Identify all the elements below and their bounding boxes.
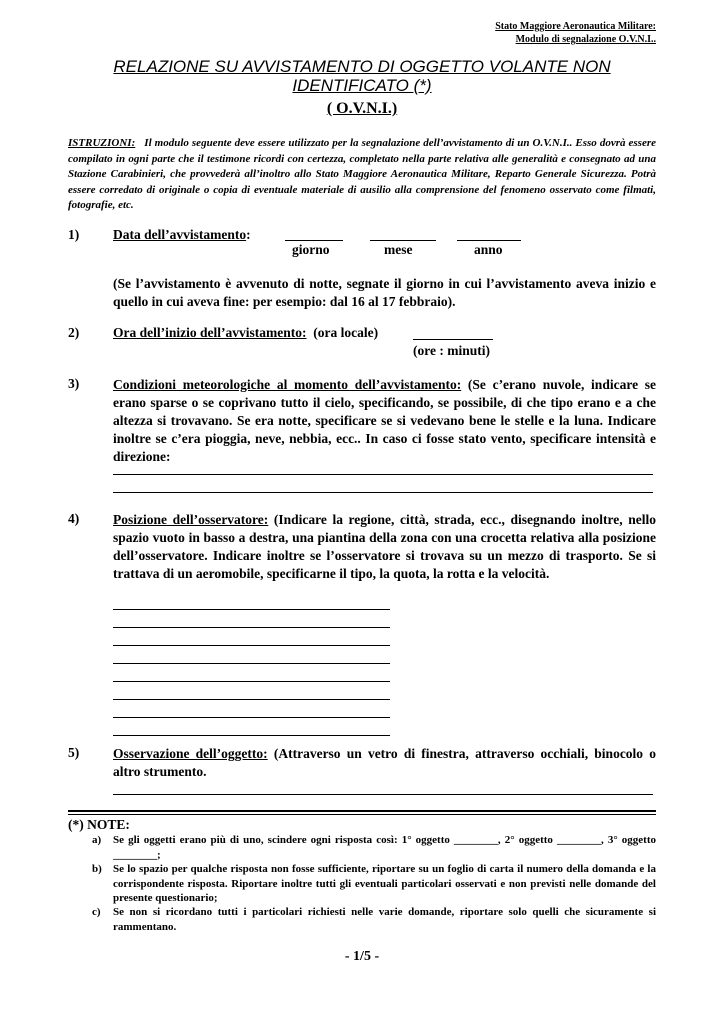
- q1-note: (Se l’avvistamento è avvenuto di notte, segnate il giorno in cui l’avvistamento aveva inizio e quello in cui aveva fine: per esempio: dal 16 al 17 febbraio).: [113, 276, 656, 309]
- instructions-text: Il modulo seguente deve essere utilizzato per la segnalazione dell’avvistamento di un O.V.N.I.. Esso dovrà essere compilato in ogni parte che il testimone ricordi con certezza, completato nella parte relativa alle generalità e consegnato ad una Stazione Carabinieri, che provvederà all’inoltro allo Stato Maggiore Aeronautica Militare, Reparto Generale Sicurezza. Potrà essere corredato di originale o copia di eventuale materiale di ausilio alla comprensione del fenomeno osservato come filmati, fotografie, etc.: [68, 137, 656, 212]
- note-text: Se gli oggetti erano più di uno, scindere ogni risposta così: 1° oggetto ________, 2° oggetto ________, 3° oggetto ________;: [113, 834, 656, 861]
- q4-body: [113, 511, 656, 583]
- q4-answer-line-3[interactable]: [113, 645, 390, 646]
- q5-answer-line-1[interactable]: [113, 794, 653, 795]
- q4-answer-line-1[interactable]: [113, 609, 390, 610]
- q1-year-label: anno: [474, 242, 503, 257]
- q4-answer-line-7[interactable]: [113, 717, 390, 718]
- q5-body: [113, 745, 656, 781]
- notes-separator-thin: [68, 814, 656, 815]
- q1-colon: :: [246, 227, 251, 242]
- q1-year-field[interactable]: [457, 240, 521, 241]
- q2-time-field[interactable]: [413, 339, 493, 340]
- header-line-2: Modulo di segnalazione O.V.N.I..: [515, 34, 656, 45]
- q4-answer-line-2[interactable]: [113, 627, 390, 628]
- q1-month-label: mese: [384, 242, 413, 257]
- notes-separator-thick: [68, 810, 656, 812]
- page-number: - 1/5 -: [344, 949, 380, 964]
- q4-label: Posizione dell’osservatore:: [113, 512, 269, 527]
- q5-text: (Attraverso un vetro di finestra, attraverso occhiali, binocolo o altro strumento.: [113, 746, 656, 779]
- q3-answer-line-1[interactable]: [113, 474, 653, 475]
- q1-label-wrap: [113, 227, 251, 243]
- note-letter: b): [92, 863, 102, 875]
- q2-qualifier: (ora locale): [313, 325, 379, 340]
- instructions: [68, 136, 656, 214]
- q2-number: 2): [68, 325, 80, 340]
- q3-label: Condizioni meteorologiche al momento dell’avvistamento:: [113, 377, 462, 392]
- notes-heading: (*) NOTE:: [68, 817, 130, 832]
- document-header: [495, 20, 656, 46]
- document-subtitle: ( O.V.N.I.): [326, 100, 398, 117]
- q4-text: (Indicare la regione, città, strada, ecc., disegnando inoltre, nello spazio vuoto in basso a destra, una piantina della zona con una crocetta relativa alla posizione dell’osservatore. Indicare inoltre se l’osservatore si trovava su un mezzo di trasporto. Se si trattava di un aeromobile, specificarne il tipo, la quota, la rotta e la velocità.: [113, 512, 657, 581]
- q4-answer-line-4[interactable]: [113, 663, 390, 664]
- q1-month-field[interactable]: [370, 240, 436, 241]
- q4-answer-line-6[interactable]: [113, 699, 390, 700]
- note-text: Se non si ricordano tutti i particolari richiesti nelle varie domande, riportare solo quelli che sicuramente si rammentano.: [113, 906, 656, 933]
- note-letter: a): [92, 834, 102, 846]
- q2-label: Ora dell’inizio dell’avvistamento:: [113, 325, 307, 340]
- note-text: Se lo spazio per qualche risposta non fosse sufficiente, riportare su un foglio di carta il numero della domanda e la corrispondente risposta. Riportare inoltre tutti gli eventuali particolari osservati e non previsti nelle domande del presente questionario;: [113, 863, 656, 904]
- q4-answer-line-5[interactable]: [113, 681, 390, 682]
- q1-label: Data dell’avvistamento: [113, 227, 247, 242]
- document-title: RELAZIONE SU AVVISTAMENTO DI OGGETTO VOLANTE NON IDENTIFICATO (*): [113, 57, 611, 95]
- q1-day-label: giorno: [292, 242, 330, 257]
- q3-answer-line-2[interactable]: [113, 492, 653, 493]
- q1-number: 1): [68, 227, 80, 242]
- q3-body: [113, 376, 656, 466]
- q2-unit: (ore : minuti): [413, 343, 490, 358]
- q2-label-wrap: [113, 325, 378, 341]
- instructions-label: ISTRUZIONI:: [68, 137, 136, 149]
- q5-label: Osservazione dell’oggetto:: [113, 746, 268, 761]
- q4-answer-line-8[interactable]: [113, 735, 390, 736]
- q1-day-field[interactable]: [285, 240, 343, 241]
- q3-number: 3): [68, 376, 80, 391]
- q3-text: (Se c’erano nuvole, indicare se erano sparse o se coprivano tutto il cielo, specificando, se possibile, di che tipo erano e a che altezza si trovavano. Se era notte, specificare se si vedevano bene le stelle e la luna. Indicare inoltre se c’era pioggia, neve, nebbia, ecc.. In caso ci fosse stato vento, specificare intensità e direzione:: [113, 377, 656, 464]
- note-letter: c): [92, 906, 101, 918]
- q5-number: 5): [68, 745, 80, 760]
- q4-number: 4): [68, 511, 80, 526]
- header-line-1: Stato Maggiore Aeronautica Militare:: [495, 21, 656, 32]
